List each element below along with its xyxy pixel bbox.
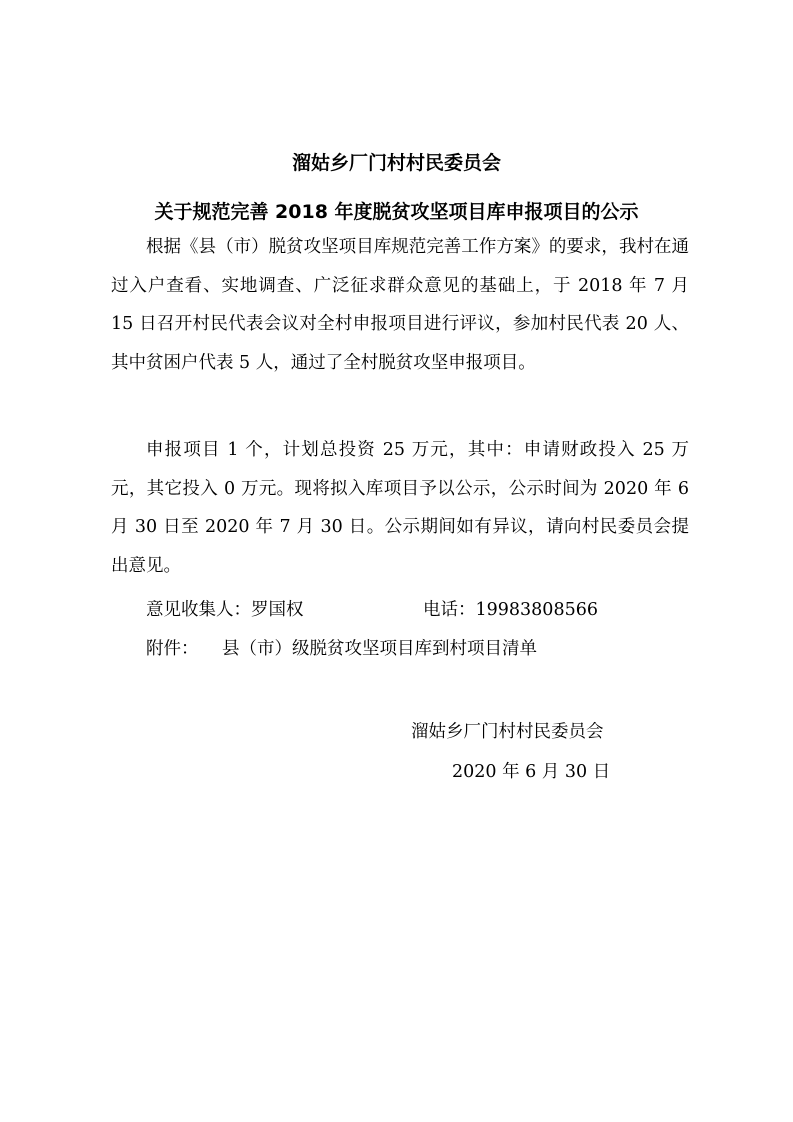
body-paragraph-1: 根据《县（市）脱贫攻坚项目库规范完善工作方案》的要求，我村在通过入户查看、实地调查、广泛征求群众意见的基础上，于 2018 年 7 月 15 日召开村民代表会议对全村申报项目进行评议，参加村民代表 20 人、其中贫困户代表 5 人，通过了全村脱贫攻坚申报项目。 xyxy=(111,237,689,373)
signature-organization: 溜姑乡厂门村村民委员会 xyxy=(411,722,604,742)
contact-person: 意见收集人：罗国权 xyxy=(146,600,304,620)
signature-date: 2020 年 6 月 30 日 xyxy=(452,762,611,782)
contact-phone: 电话：19983808566 xyxy=(423,600,598,620)
document-title-line-1: 溜姑乡厂门村村民委员会 xyxy=(291,152,501,174)
document-title-line-2: 关于规范完善 2018 年度脱贫攻坚项目库申报项目的公示 xyxy=(154,201,639,223)
body-paragraph-2: 申报项目 1 个，计划总投资 25 万元，其中：申请财政投入 25 万元，其它投入 0 万元。现将拟入库项目予以公示，公示时间为 2020 年 6 月 30 日至 2020 年 7 月 30 日。公示期间如有异议，请向村民委员会提出意见。 xyxy=(111,440,689,576)
attachment-label: 附件： xyxy=(146,639,199,659)
attachment-text: 县（市）级脱贫攻坚项目库到村项目清单 xyxy=(222,639,537,659)
